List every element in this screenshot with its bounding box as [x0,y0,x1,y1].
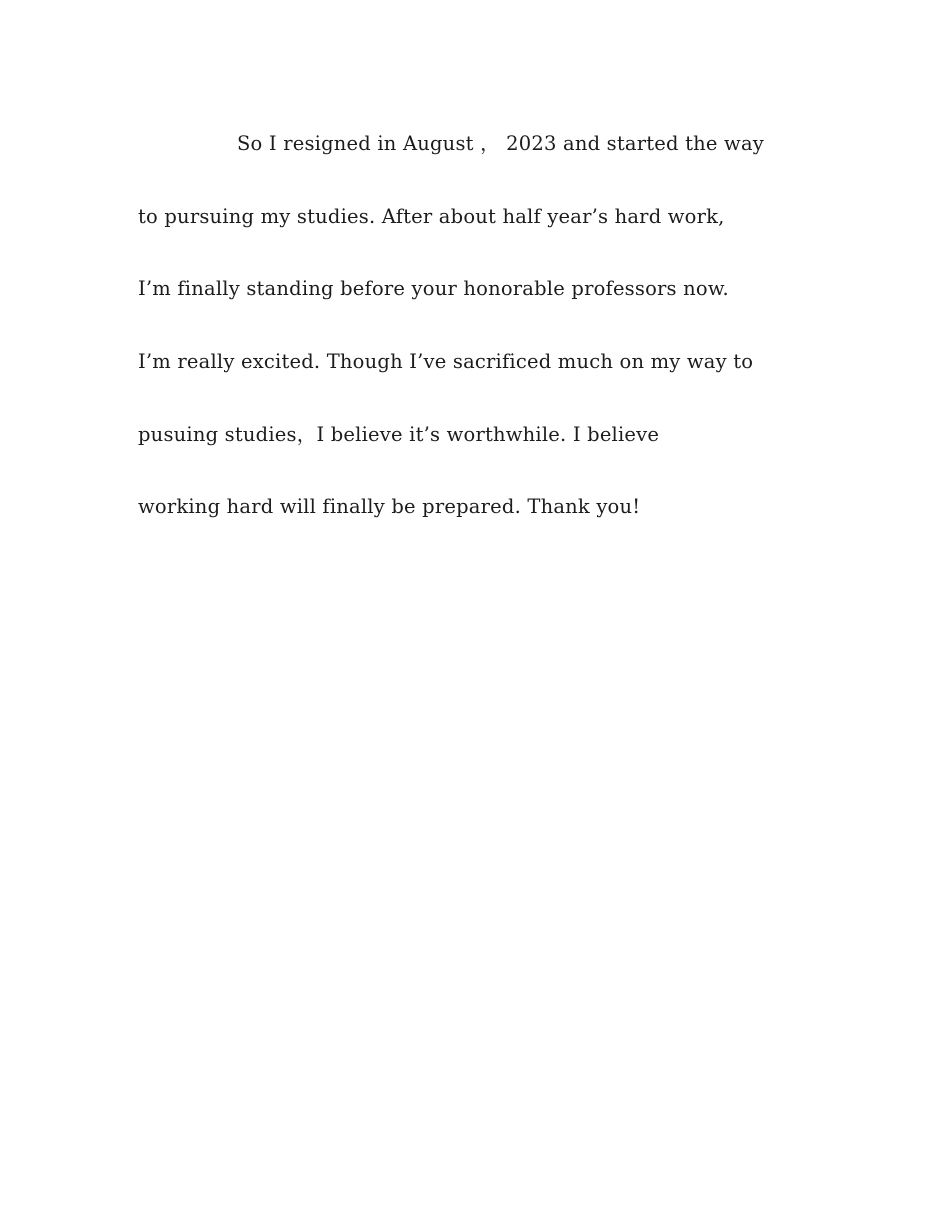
paragraph-line-5: pusuing studies，I believe it’s worthwhile. I believe [138,422,660,446]
body-paragraph [138,128,838,564]
paragraph-line-3: I’m finally standing before your honorable professors now. [138,277,729,301]
paragraph-line-6: working hard will finally be prepared. Thank you! [138,495,641,519]
paragraph-line-4: I’m really excited. Though I’ve sacrificed much on my way to [138,350,754,374]
paragraph-line-1: So I resigned in August ， 2023 and started the way [237,132,764,155]
paragraph-line-2: to pursuing my studies. After about half year’s hard work, [138,204,725,228]
